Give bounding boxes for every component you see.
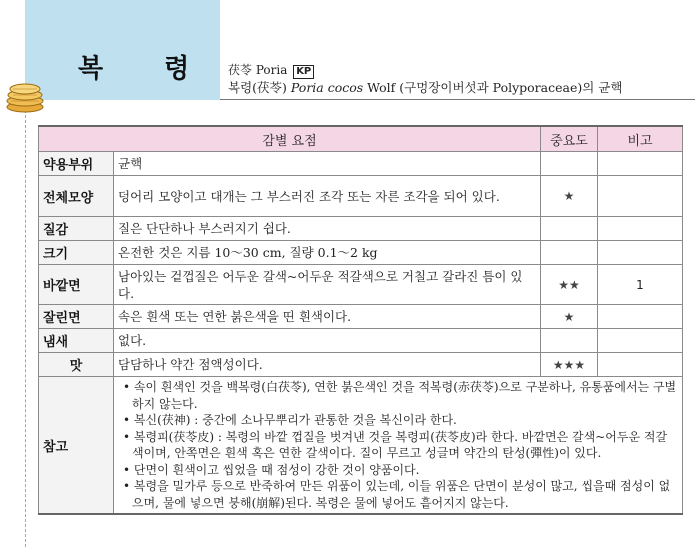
row-description: 없다.: [114, 329, 541, 353]
page-title: 복 령: [78, 54, 216, 84]
row-description: 담담하나 약간 점액성이다.: [114, 353, 541, 377]
table-header-row: [39, 126, 683, 152]
table-row: [39, 353, 683, 377]
reference-item: • 단면이 흰색이고 씹었을 때 점성이 강한 것이 양품이다.: [123, 462, 420, 477]
reference-notes: [114, 377, 683, 515]
row-description: 속은 흰색 또는 연한 붉은색을 띤 흰색이다.: [114, 305, 541, 329]
row-note: [598, 353, 683, 377]
origin-suffix: Wolf (구멍장이버섯과 Polyporaceae)의 균핵: [363, 80, 623, 95]
reference-item: • 속이 흰색인 것을 백복령(白茯苓), 연한 붉은색인 것을 적복령(赤茯苓)으로 구분하나, 유통품에서는 구별하지 않는다.: [123, 380, 677, 411]
row-label: 약용부위: [39, 152, 114, 176]
header-note: 비고: [598, 126, 683, 152]
importance-stars: [541, 152, 598, 176]
row-note: [598, 152, 683, 176]
row-description: 질은 단단하나 부스러지기 쉽다.: [114, 217, 541, 241]
table-row: [39, 176, 683, 217]
importance-stars: [541, 329, 598, 353]
row-note: [598, 241, 683, 265]
row-label: 전체모양: [39, 176, 114, 217]
identification-table: [38, 125, 683, 515]
drug-name-line: [228, 61, 314, 79]
row-label: 잘린면: [39, 305, 114, 329]
importance-stars: ★★★: [541, 353, 598, 377]
kp-badge: KP: [293, 65, 314, 79]
row-note: [598, 176, 683, 217]
row-label: 맛: [39, 353, 114, 377]
row-label: 바깥면: [39, 265, 114, 305]
species-name: Poria cocos: [290, 80, 364, 95]
row-label: 크기: [39, 241, 114, 265]
importance-stars: [541, 241, 598, 265]
row-note: [598, 305, 683, 329]
margin-divider: [25, 100, 26, 547]
header-key-points: 감별 요점: [39, 126, 541, 152]
row-label: 냄새: [39, 329, 114, 353]
row-description: 온전한 것은 지름 10～30 cm, 질량 0.1～2 kg: [114, 241, 541, 265]
row-note: 1: [598, 265, 683, 305]
importance-stars: ★: [541, 305, 598, 329]
row-label: 질감: [39, 217, 114, 241]
origin-prefix: 복령(茯苓): [228, 80, 291, 95]
reference-item: • 복신(茯神) : 중간에 소나무뿌리가 관통한 것을 복신이라 한다.: [123, 413, 457, 427]
reference-item: • 복령피(茯苓皮) : 복령의 바깥 껍질을 벗겨낸 것을 복령피(茯苓皮)라 한다. 바깥면은 갈색~어두운 적갈색이며, 안쪽면은 흰색 혹은 연한 갈색이다. 질이 무르고 성글며 약간의 탄성(彈性)이 있다.: [123, 429, 668, 460]
row-note: [598, 329, 683, 353]
row-description: 덩어리 모양이고 대개는 그 부스러진 조각 또는 자른 조각을 되어 있다.: [114, 176, 541, 217]
origin-description: [228, 78, 622, 96]
row-description: 균핵: [114, 152, 541, 176]
importance-stars: ★★: [541, 265, 598, 305]
table-row: [39, 217, 683, 241]
header-importance: 중요도: [541, 126, 598, 152]
table-row: [39, 305, 683, 329]
row-note: [598, 217, 683, 241]
reference-item: • 복령을 밀가루 등으로 반죽하여 만든 위품이 있는데, 이들 위품은 단면이 분성이 많고, 씹을때 점성이 없으며, 물에 넣으면 붕해(崩解)된다. 복령은 물에 넣어도 흩어지지 않는다.: [123, 479, 671, 510]
importance-stars: [541, 217, 598, 241]
header-rule: [220, 99, 695, 100]
table-row: [39, 241, 683, 265]
reference-label: 참고: [39, 377, 114, 515]
row-description: 남아있는 겉껍질은 어두운 갈색~어두운 적갈색으로 거칠고 갈라진 틈이 있다.: [114, 265, 541, 305]
table-row: [39, 152, 683, 176]
stacked-herb-slices-icon: [4, 80, 46, 114]
table-row: [39, 329, 683, 353]
importance-stars: ★: [541, 176, 598, 217]
reference-list: [118, 379, 678, 511]
reference-row: [39, 377, 683, 515]
table-row: [39, 265, 683, 305]
drug-latin-name: 茯苓 Poria: [228, 63, 288, 77]
